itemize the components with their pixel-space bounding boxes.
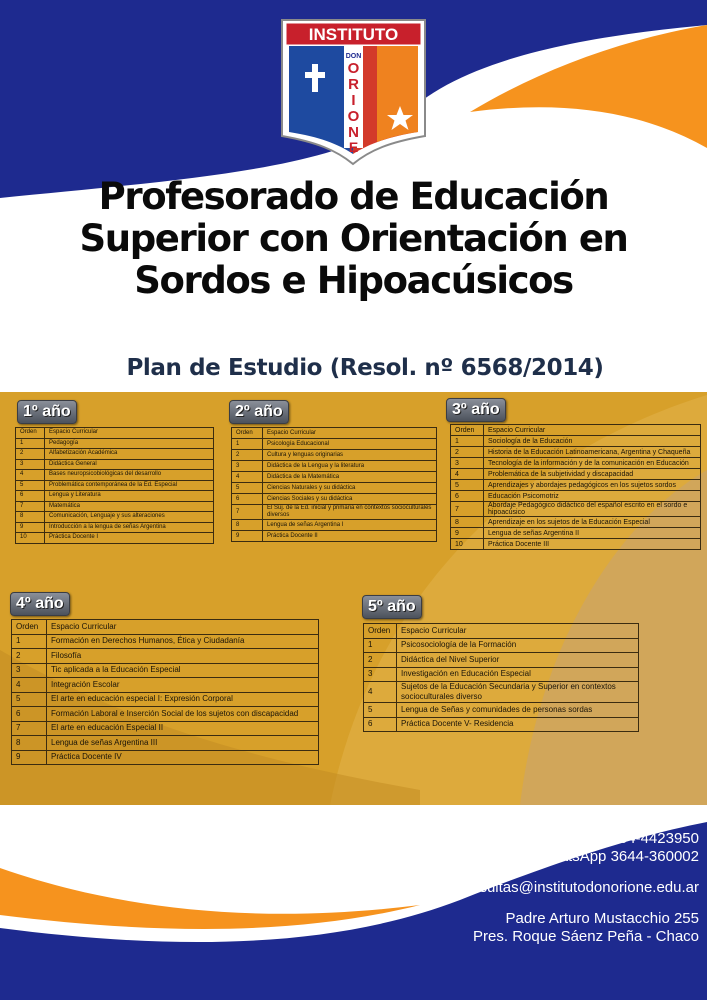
- table-row: [451, 436, 701, 447]
- row-number: 2: [16, 449, 45, 460]
- table-row: [451, 491, 701, 502]
- contact-address-line-1: Padre Arturo Mustacchio 255: [505, 910, 699, 927]
- contact-address-line-2: Pres. Roque Sáenz Peña - Chaco: [473, 928, 699, 945]
- header-espacio-curricular: Espacio Curricular: [45, 428, 214, 439]
- table-row: [16, 512, 214, 523]
- row-number: 6: [16, 491, 45, 502]
- year-4-label: 4º año: [10, 592, 70, 616]
- row-number: 3: [364, 667, 397, 682]
- row-number: 7: [232, 505, 263, 520]
- row-number: 4: [232, 472, 263, 483]
- row-number: 2: [364, 653, 397, 668]
- row-subject: Cultura y lenguas originarias: [263, 450, 437, 461]
- row-subject: Didáctica del Nivel Superior: [397, 653, 639, 668]
- table-row: [12, 634, 319, 649]
- header-orden: Orden: [12, 620, 47, 635]
- row-number: 6: [451, 491, 484, 502]
- row-number: 2: [232, 450, 263, 461]
- row-number: 2: [12, 649, 47, 664]
- table-row: [232, 472, 437, 483]
- table-row: [16, 470, 214, 481]
- header-orden: Orden: [451, 425, 484, 436]
- row-number: 3: [16, 459, 45, 470]
- logo-letter-1: O: [347, 60, 360, 77]
- row-number: 1: [12, 634, 47, 649]
- row-number: 10: [451, 539, 484, 550]
- table-row: [451, 447, 701, 458]
- table-row: [364, 653, 639, 668]
- header-espacio-curricular: Espacio Curricular: [397, 624, 639, 639]
- row-number: 8: [16, 512, 45, 523]
- row-number: 2: [451, 447, 484, 458]
- logo-letter-2: R: [348, 76, 359, 93]
- year-4-table: [11, 619, 319, 765]
- row-subject: Sujetos de la Educación Secundaria y Superior en contextos socioculturales diverso: [397, 682, 639, 703]
- row-number: 3: [232, 461, 263, 472]
- table-row: [16, 449, 214, 460]
- row-subject: Problemática de la subjetividad y discapacidad: [484, 469, 701, 480]
- plan-subtitle: Plan de Estudio (Resol. nº 6568/2014): [126, 355, 604, 381]
- table-row: [451, 469, 701, 480]
- table-row: [16, 533, 214, 544]
- row-number: 3: [12, 663, 47, 678]
- row-number: 4: [451, 469, 484, 480]
- row-number: 8: [12, 736, 47, 751]
- logo-top-text: INSTITUTO: [308, 25, 399, 44]
- logo-letter-3: I: [351, 92, 356, 109]
- row-number: 1: [232, 439, 263, 450]
- row-subject: Formación en Derechos Humanos, Ética y Ciudadanía: [47, 634, 319, 649]
- row-subject: Lengua de Señas y comunidades de personas sordas: [397, 703, 639, 718]
- row-number: 9: [451, 528, 484, 539]
- row-subject: Práctica Docente I: [45, 533, 214, 544]
- table-row: [232, 505, 437, 520]
- table-row: [451, 458, 701, 469]
- logo-don-text: DON: [345, 53, 362, 60]
- table-row: [451, 502, 701, 517]
- table-row: [451, 517, 701, 528]
- row-subject: Bases neuropsicobiológicas del desarrollo: [45, 470, 214, 481]
- table-row: [12, 707, 319, 722]
- contact-whatsapp[interactable]: WhatsApp 3644-360002: [537, 848, 699, 865]
- row-subject: Práctica Docente II: [263, 531, 437, 542]
- header-espacio-curricular: Espacio Curricular: [47, 620, 319, 635]
- header-orden: Orden: [16, 428, 45, 439]
- table-row: [451, 539, 701, 550]
- logo-letter-4: O: [347, 108, 360, 125]
- row-subject: Ciencias Sociales y su didáctica: [263, 494, 437, 505]
- table-row: [16, 438, 214, 449]
- title-line-3: Sordos e Hipoacúsicos: [134, 259, 573, 302]
- row-number: 9: [12, 750, 47, 765]
- row-number: 9: [232, 531, 263, 542]
- year-3-label: 3º año: [446, 398, 506, 422]
- row-subject: Psicología Educacional: [263, 439, 437, 450]
- row-number: 5: [364, 703, 397, 718]
- table-row: [364, 703, 639, 718]
- row-subject: Investigación en Educación Especial: [397, 667, 639, 682]
- table-row: [232, 520, 437, 531]
- page-title: [40, 176, 667, 302]
- table-header-row: [12, 620, 319, 635]
- row-number: 4: [12, 678, 47, 693]
- table-row: [12, 721, 319, 736]
- logo-letter-5: N: [348, 124, 359, 141]
- table-row: [451, 480, 701, 491]
- table-row: [364, 682, 639, 703]
- row-subject: Psicosociología de la Formación: [397, 638, 639, 653]
- row-subject: El arte en educación Especial II: [47, 721, 319, 736]
- row-subject: Práctica Docente V- Residencia: [397, 717, 639, 732]
- table-header-row: [16, 428, 214, 439]
- row-number: 7: [451, 502, 484, 517]
- row-subject: Didáctica de la Lengua y la literatura: [263, 461, 437, 472]
- row-subject: Filosofía: [47, 649, 319, 664]
- row-subject: Lengua de señas Argentina II: [484, 528, 701, 539]
- instituto-don-orione-logo: [280, 18, 427, 166]
- table-row: [16, 480, 214, 491]
- row-number: 6: [232, 494, 263, 505]
- year-2-table: [231, 427, 437, 542]
- table-row: [12, 663, 319, 678]
- table-row: [364, 638, 639, 653]
- table-row: [12, 649, 319, 664]
- table-row: [232, 439, 437, 450]
- row-subject: Problemática contemporánea de la Ed. Especial: [45, 480, 214, 491]
- row-subject: Abordaje Pedagógico didáctico del español escrito en el sordo e hipoacúsico: [484, 502, 701, 517]
- row-number: 5: [232, 483, 263, 494]
- table-row: [12, 736, 319, 751]
- row-subject: Práctica Docente III: [484, 539, 701, 550]
- row-subject: Aprendizajes y abordajes pedagógicos en los sujetos sordos: [484, 480, 701, 491]
- row-number: 4: [16, 470, 45, 481]
- header-espacio-curricular: Espacio Curricular: [263, 428, 437, 439]
- row-subject: Ciencias Naturales y su didáctica: [263, 483, 437, 494]
- row-subject: El arte en educación especial I: Expresión Corporal: [47, 692, 319, 707]
- row-subject: Introducción a la lengua de señas Argentina: [45, 522, 214, 533]
- row-number: 5: [16, 480, 45, 491]
- row-number: 3: [451, 458, 484, 469]
- contact-email[interactable]: consultas@institutodonorione.edu.ar: [455, 879, 699, 896]
- table-row: [16, 501, 214, 512]
- row-subject: Tecnología de la información y de la comunicación en Educación: [484, 458, 701, 469]
- logo-shield-orange-stripe: [377, 46, 418, 142]
- row-subject: Aprendizaje en los sujetos de la Educación Especial: [484, 517, 701, 528]
- row-number: 4: [364, 682, 397, 703]
- row-subject: Educación Psicomotriz: [484, 491, 701, 502]
- header-orden: Orden: [232, 428, 263, 439]
- row-number: 7: [16, 501, 45, 512]
- row-subject: Didáctica de la Matemática: [263, 472, 437, 483]
- table-row: [232, 450, 437, 461]
- table-row: [12, 750, 319, 765]
- row-number: 8: [232, 520, 263, 531]
- table-row: [12, 678, 319, 693]
- table-header-row: [232, 428, 437, 439]
- table-row: [364, 667, 639, 682]
- table-row: [16, 459, 214, 470]
- row-subject: Lengua y Literatura: [45, 491, 214, 502]
- row-subject: El Suj. de la Ed. inicial y primaria en contextos socioculturales diversos: [263, 505, 437, 520]
- table-row: [232, 531, 437, 542]
- year-1-table: [15, 427, 214, 544]
- row-subject: Comunicación, Lenguaje y sus alteraciones: [45, 512, 214, 523]
- row-number: 9: [16, 522, 45, 533]
- row-number: 6: [12, 707, 47, 722]
- row-subject: Alfabetización Académica: [45, 449, 214, 460]
- row-subject: Lengua de señas Argentina III: [47, 736, 319, 751]
- row-subject: Formación Laboral e Inserción Social de los sujetos con discapacidad: [47, 707, 319, 722]
- contact-phone[interactable]: Tel. 0364-4423950: [574, 830, 699, 847]
- title-line-2: Superior con Orientación en: [79, 217, 628, 260]
- table-row: [232, 494, 437, 505]
- year-1-label: 1º año: [17, 400, 77, 424]
- row-subject: Historia de la Educación Latinoamericana, Argentina y Chaqueña: [484, 447, 701, 458]
- row-subject: Pedagogía: [45, 438, 214, 449]
- row-number: 1: [451, 436, 484, 447]
- year-5-label: 5º año: [362, 595, 422, 619]
- table-header-row: [451, 425, 701, 436]
- year-3-table: [450, 424, 701, 550]
- row-number: 8: [451, 517, 484, 528]
- year-5-table: [363, 623, 639, 732]
- row-number: 6: [364, 717, 397, 732]
- table-row: [451, 528, 701, 539]
- bottom-orange-swoosh: [0, 868, 420, 929]
- table-row: [16, 522, 214, 533]
- row-subject: Práctica Docente IV: [47, 750, 319, 765]
- table-row: [232, 461, 437, 472]
- title-line-1: Profesorado de Educación: [98, 175, 609, 218]
- row-subject: Integración Escolar: [47, 678, 319, 693]
- row-number: 1: [16, 438, 45, 449]
- row-number: 5: [451, 480, 484, 491]
- row-subject: Sociología de la Educación: [484, 436, 701, 447]
- row-number: 10: [16, 533, 45, 544]
- table-row: [12, 692, 319, 707]
- table-header-row: [364, 624, 639, 639]
- row-number: 7: [12, 721, 47, 736]
- logo-letter-6: E: [348, 139, 359, 155]
- header-espacio-curricular: Espacio Curricular: [484, 425, 701, 436]
- header-orden: Orden: [364, 624, 397, 639]
- row-subject: Tic aplicada a la Educación Especial: [47, 663, 319, 678]
- table-row: [364, 717, 639, 732]
- year-2-label: 2º año: [229, 400, 289, 424]
- table-row: [16, 491, 214, 502]
- row-subject: Lengua de señas Argentina I: [263, 520, 437, 531]
- row-number: 1: [364, 638, 397, 653]
- table-row: [232, 483, 437, 494]
- row-subject: Didáctica General: [45, 459, 214, 470]
- row-subject: Matemática: [45, 501, 214, 512]
- row-number: 5: [12, 692, 47, 707]
